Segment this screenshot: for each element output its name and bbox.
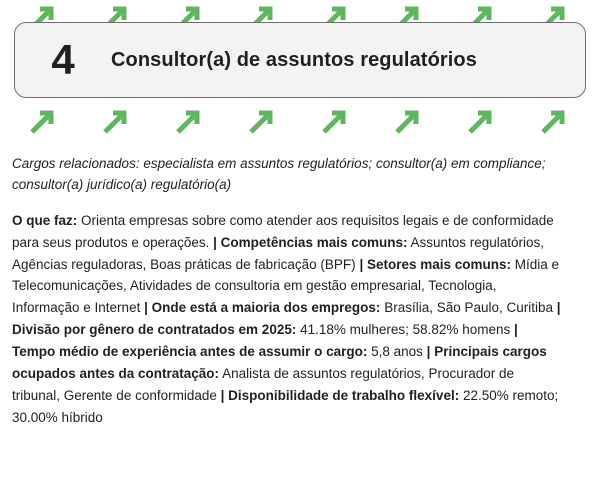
arrow-up-right-icon	[466, 106, 496, 136]
arrow-up-right-icon	[539, 106, 569, 136]
arrow-up-right-icon	[101, 106, 131, 136]
separator-3: |	[144, 300, 152, 316]
experience-label: Tempo médio de experiência antes de assumir o cargo:	[12, 344, 368, 359]
sectors-value: Mídia e Telecomunicações, Atividades de consultoria em gestão empresarial, Tecnologia, Informação e Internet	[12, 256, 560, 316]
rank-title-card	[14, 22, 586, 98]
arrow-up-right-icon	[247, 106, 277, 136]
separator-4: |	[556, 300, 561, 316]
skills-value: Assuntos regulatórios, Agências reguladoras, Boas práticas de fabricação (BPF)	[12, 234, 545, 272]
content-area	[0, 140, 576, 428]
header-banner	[0, 0, 600, 140]
gender-value: 41.18% mulheres; 58.82% homens	[296, 322, 514, 338]
gender-label: Divisão por gênero de contratados em 2025:	[12, 322, 297, 338]
separator-5: |	[513, 322, 518, 338]
separator-6: |	[426, 344, 435, 359]
details-paragraph	[12, 210, 564, 429]
arrow-up-right-icon	[393, 106, 423, 136]
separator-7: |	[220, 387, 229, 403]
related-roles-text: Cargos relacionados: especialista em assuntos regulatórios; consultor(a) em compliance; consultor(a) jurídico(a) regulatório(a)	[12, 156, 546, 192]
locations-value: Brasília, São Paulo, Curitiba	[380, 300, 557, 316]
locations-label: Onde está a maioria dos empregos:	[151, 300, 381, 316]
rank-number: 4	[51, 36, 75, 83]
separator-2: |	[359, 256, 367, 272]
previous-roles-value: Analista de assuntos regulatórios, Procurador de tribunal, Gerente de conformidade	[12, 365, 514, 403]
page-title: Consultor(a) de assuntos regulatórios	[111, 48, 477, 71]
arrow-up-right-icon	[320, 106, 350, 136]
arrow-up-right-icon	[28, 106, 58, 136]
what-value: Orienta empresas sobre como atender aos requisitos legais e de conformidade para seus produtos e operações.	[12, 212, 554, 250]
sectors-label: Setores mais comuns:	[366, 256, 512, 272]
flexible-work-value: 22.50% remoto; 30.00% híbrido	[12, 387, 559, 425]
arrow-up-right-icon	[174, 106, 204, 136]
separator-1: |	[213, 234, 221, 250]
flexible-work-label: Disponibilidade de trabalho flexível:	[228, 387, 460, 403]
what-label: O que faz:	[12, 212, 78, 228]
skills-label: Competências mais comuns:	[220, 234, 408, 250]
previous-roles-label: Principais cargos ocupados antes da contratação:	[12, 344, 547, 381]
experience-value: 5,8 anos	[367, 344, 427, 359]
